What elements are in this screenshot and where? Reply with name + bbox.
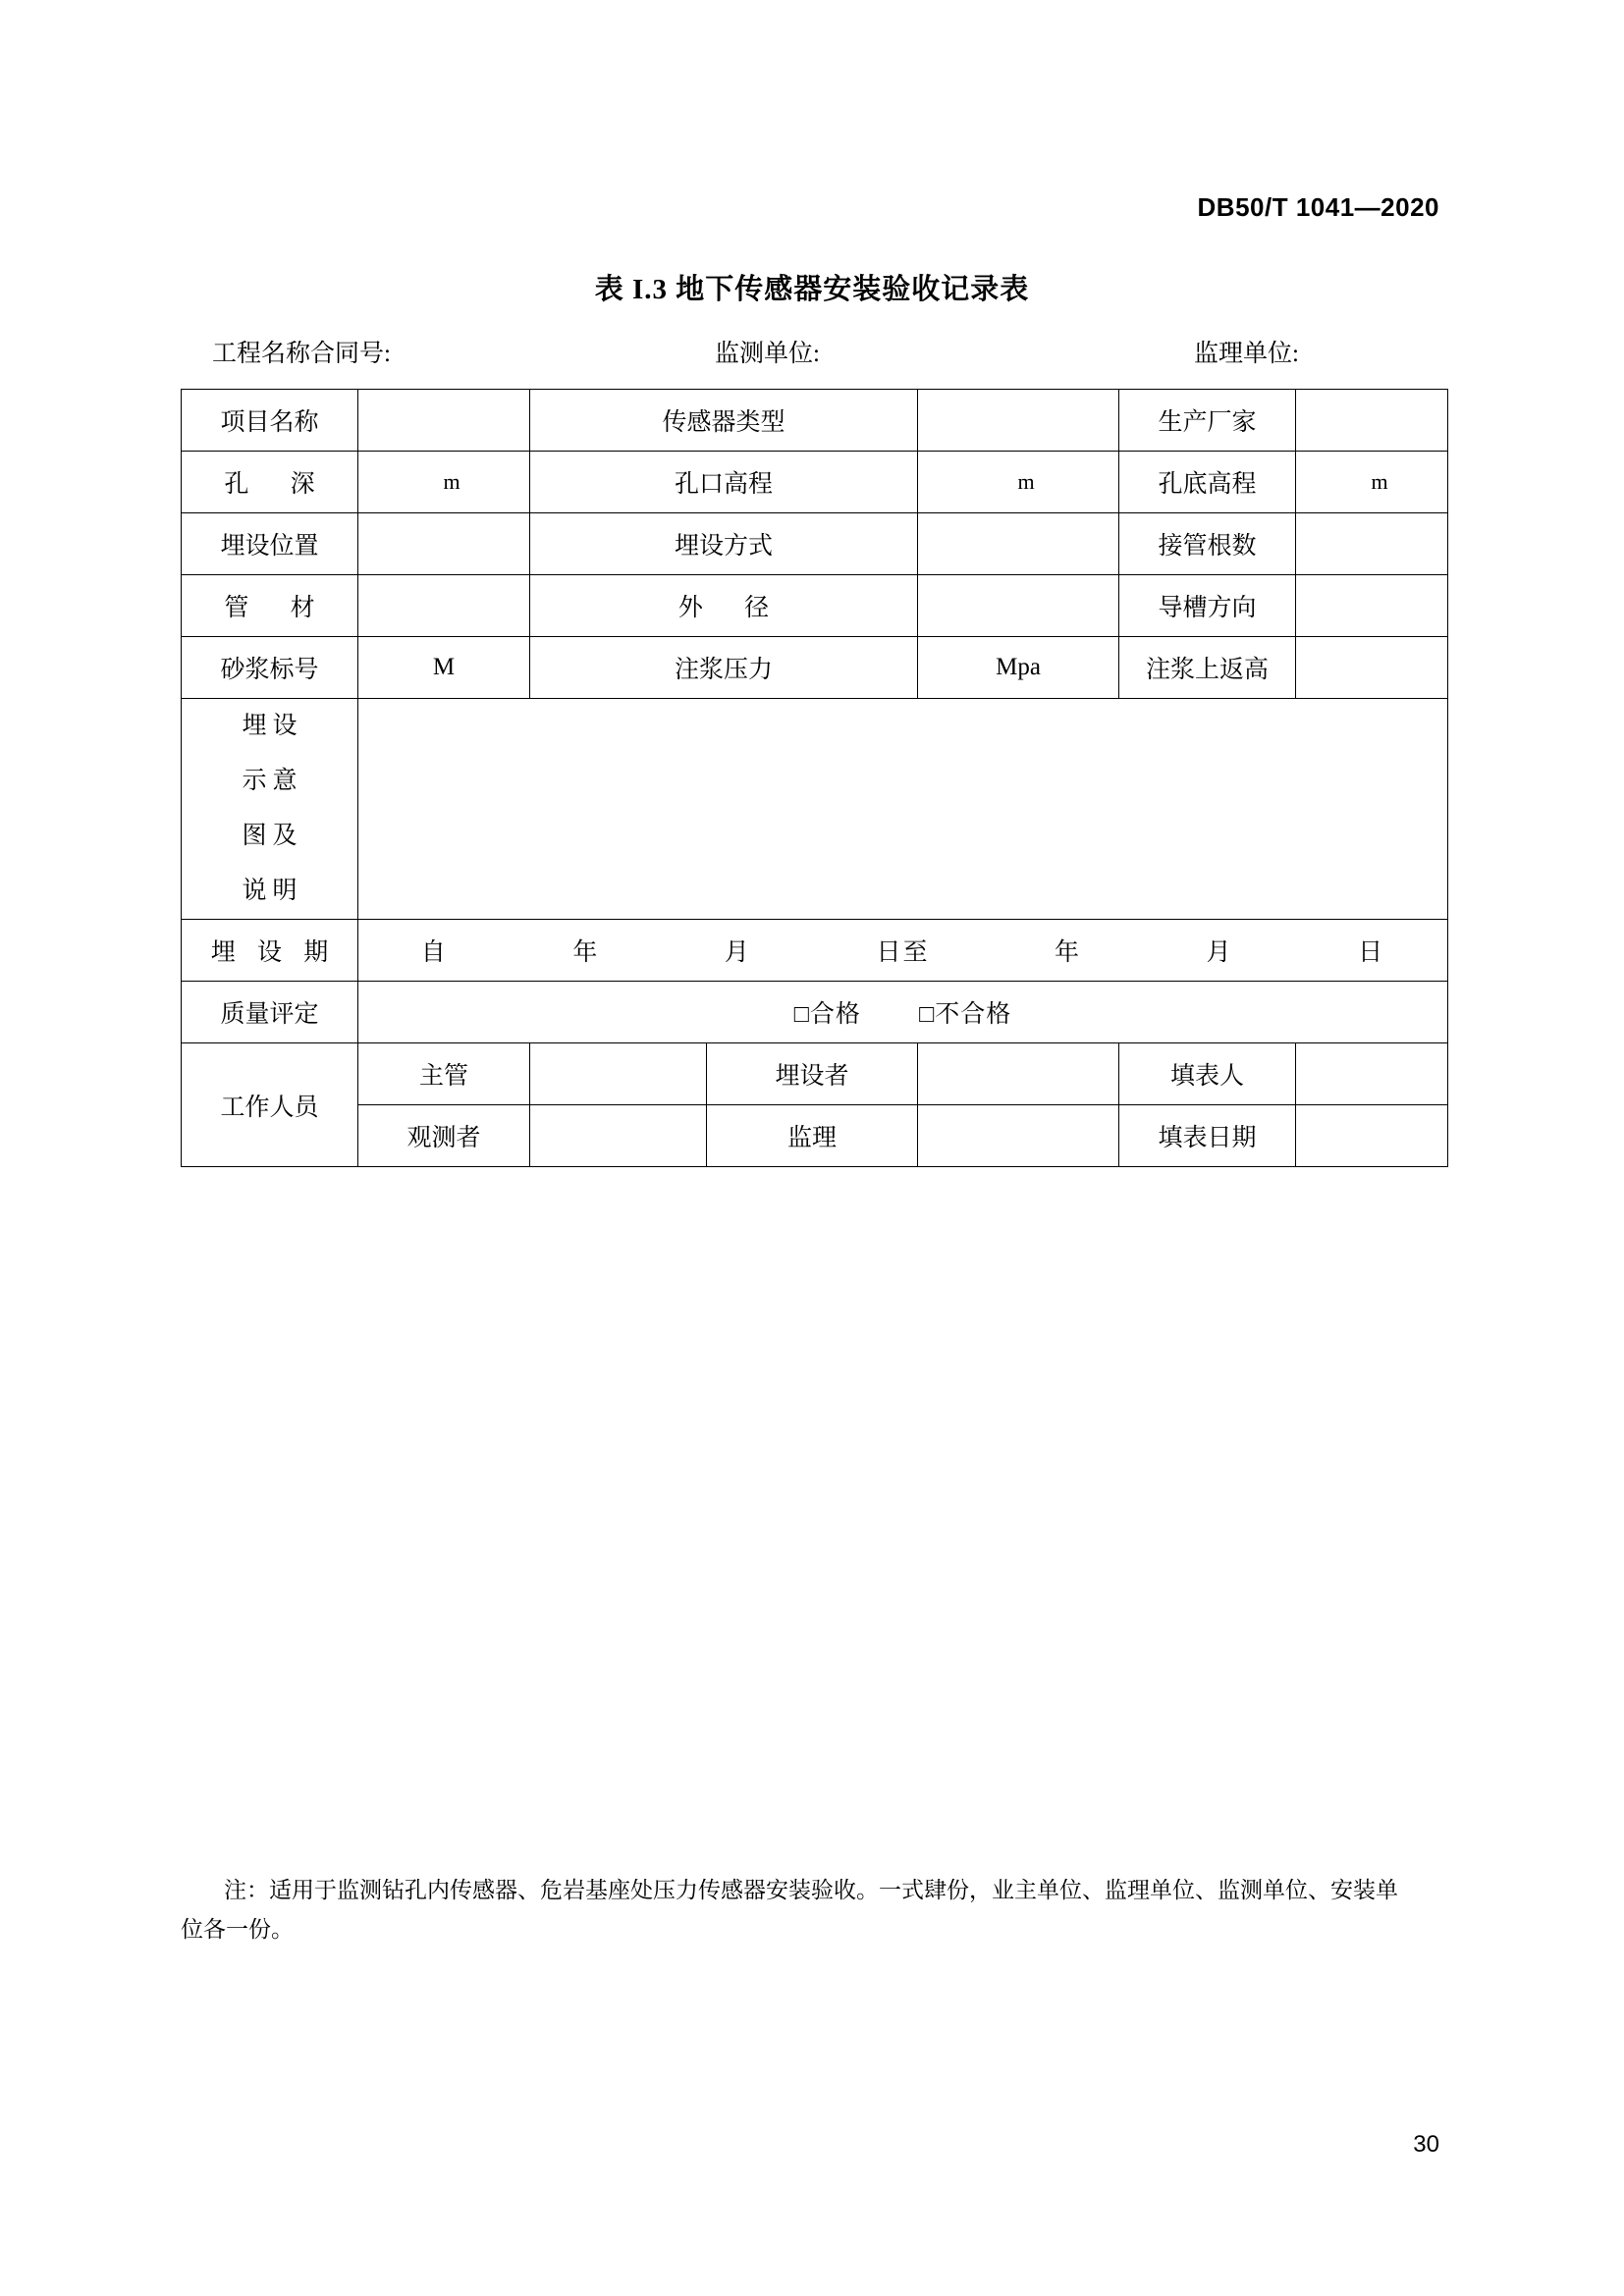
standard-code-header: DB50/T 1041—2020 [1197,192,1439,222]
period-day-1-to: 日至 [876,939,930,966]
table-row [182,390,1448,452]
cell-label-quality-rating: 质量评定 [182,982,358,1043]
checkbox-qualified[interactable]: □合格 [793,1001,861,1028]
note-line-2: 位各一份。 [181,1917,294,1942]
cell-label-hole-depth: 孔 深 [182,452,358,513]
cell-value-form-filler[interactable] [1296,1043,1448,1105]
cell-value-groove-direction[interactable] [1296,575,1448,637]
cell-label-burial-method: 埋设方式 [530,513,918,575]
cell-label-groove-direction: 导槽方向 [1119,575,1296,637]
cell-value-hole-bottom-elevation[interactable]: m [1296,452,1448,513]
cell-label-manufacturer: 生产厂家 [1119,390,1296,452]
table-row [182,637,1448,699]
table-row [182,1105,1448,1167]
cell-label-grouting-pressure: 注浆压力 [530,637,918,699]
cell-value-installer[interactable] [918,1043,1119,1105]
cell-value-grout-return-height[interactable] [1296,637,1448,699]
cell-label-observer: 观测者 [358,1105,530,1167]
cell-value-burial-diagram[interactable] [358,699,1448,920]
cell-value-burial-method[interactable] [918,513,1119,575]
page-number: 30 [1413,2131,1439,2158]
cell-value-outer-diameter[interactable] [918,575,1119,637]
cell-value-manufacturer[interactable] [1296,390,1448,452]
cell-label-grout-return-height: 注浆上返高 [1119,637,1296,699]
cell-label-sensor-type: 传感器类型 [530,390,918,452]
cell-value-mortar-grade[interactable]: M [358,637,530,699]
cell-label-hole-bottom-elevation: 孔底高程 [1119,452,1296,513]
cell-value-sensor-type[interactable] [918,390,1119,452]
period-month-2: 月 [1206,939,1233,966]
cell-label-hole-mouth-elevation: 孔口高程 [530,452,918,513]
burial-diagram-label-line2: 示意 [242,768,303,794]
cell-label-mortar-grade: 砂浆标号 [182,637,358,699]
checkbox-unqualified[interactable]: □不合格 [919,1001,1012,1028]
meta-supervision-unit: 监理单位: [1194,341,1299,367]
burial-diagram-label-line4: 说明 [242,878,303,904]
cell-value-grouting-pressure[interactable]: Mpa [918,637,1119,699]
cell-label-supervisor: 主管 [358,1043,530,1105]
cell-value-fill-date[interactable] [1296,1105,1448,1167]
note-line-1: 注：适用于监测钻孔内传感器、危岩基座处压力传感器安装验收。一式肆份，业主单位、监理单位、监测单位、安装单 [224,1878,1398,1902]
acceptance-record-table [181,389,1448,1167]
cell-value-quality-rating [358,982,1448,1043]
cell-label-burial-location: 埋设位置 [182,513,358,575]
cell-value-hole-mouth-elevation[interactable]: m [918,452,1119,513]
cell-label-installer: 埋设者 [707,1043,918,1105]
table-row [182,920,1448,982]
page-title: 表 I.3 地下传感器安装验收记录表 [594,274,1030,305]
table-row [182,452,1448,513]
form-note [181,1871,1457,1949]
cell-value-supervision[interactable] [918,1105,1119,1167]
meta-monitor-unit: 监测单位: [715,341,820,367]
cell-value-observer[interactable] [530,1105,707,1167]
table-row [182,575,1448,637]
cell-value-pipe-count[interactable] [1296,513,1448,575]
period-year-1: 年 [572,939,600,966]
cell-label-fill-date: 填表日期 [1119,1105,1296,1167]
table-row [182,699,1448,920]
cell-label-burial-period: 埋 设 期 [182,920,358,982]
meta-project-contract: 工程名称合同号: [212,341,391,367]
table-row [182,1043,1448,1105]
burial-diagram-label-line3: 图及 [242,823,303,849]
cell-value-burial-location[interactable] [358,513,530,575]
period-day-2: 日 [1358,939,1385,966]
cell-label-staff: 工作人员 [182,1043,358,1167]
cell-value-burial-period[interactable] [358,920,1448,982]
cell-value-hole-depth[interactable]: m [358,452,530,513]
period-year-2: 年 [1055,939,1082,966]
cell-label-pipe-material: 管 材 [182,575,358,637]
burial-diagram-label-line1: 埋设 [242,713,303,739]
cell-label-project-name: 项目名称 [182,390,358,452]
period-from: 自 [420,939,448,966]
table-row [182,982,1448,1043]
cell-label-supervision: 监理 [707,1105,918,1167]
cell-label-form-filler: 填表人 [1119,1043,1296,1105]
table-row [182,513,1448,575]
cell-value-project-name[interactable] [358,390,530,452]
cell-label-outer-diameter: 外 径 [530,575,918,637]
period-month-1: 月 [724,939,751,966]
cell-value-pipe-material[interactable] [358,575,530,637]
cell-label-pipe-count: 接管根数 [1119,513,1296,575]
cell-value-supervisor[interactable] [530,1043,707,1105]
cell-label-burial-diagram [182,699,358,920]
